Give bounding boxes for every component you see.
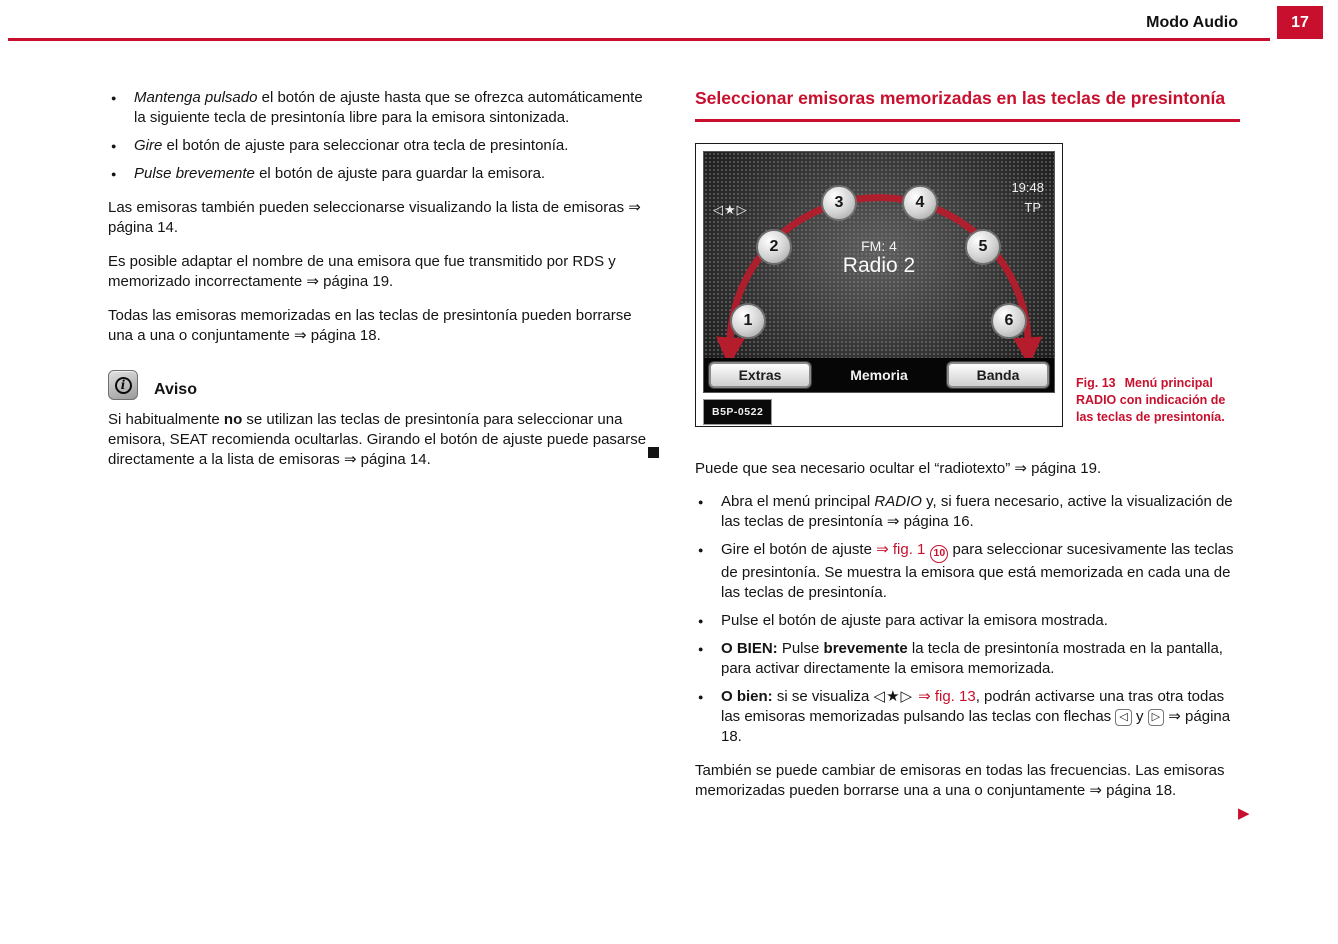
clock-display: 19:48 [1011,180,1044,195]
bullet-lead: Gire [134,137,163,154]
band-label: FM: 4 [861,238,897,254]
bullet-text-bold: O BIEN: [721,640,778,657]
preset-scroll-arrows: ◁★▷ [713,202,748,217]
list-item [108,88,656,128]
notice-text: Si habitualmente [108,411,224,428]
preset-button-6: 6 [991,303,1027,339]
bullet-text: y [1131,708,1148,725]
preset-button-5: 5 [965,229,1001,265]
bullet-lead: Mantenga pulsado [134,89,258,106]
figure-reference-link[interactable]: ⇒ fig. 13 [918,688,976,705]
softkey-bar [704,358,1054,392]
bullet-text: para seleccionar sucesivamente las teclas de presintonía. Se muestra la emisora que está memorizada en cada una de las teclas de presintonía. [721,541,1234,601]
memoria-button: Memoria [850,367,908,383]
preset-button-4: 4 [902,185,938,221]
notice-box [108,370,656,470]
notice-body [108,410,656,470]
paragraph: También se puede cambiar de emisoras en todas las frecuencias. Las emisoras memorizadas pueden borrarse una a una o conjuntamente ⇒ página 18. [695,762,1225,799]
list-item [695,611,1240,631]
traffic-program-indicator: TP [1024,200,1041,215]
bullet-text-bold: O bien: [721,688,773,705]
figure-code: B5P-0522 [703,399,772,425]
paragraph: Puede que sea necesario ocultar el “radiotexto” ⇒ página 19. [695,460,1102,477]
left-arrow-key-icon: ◁ [1115,709,1131,726]
bullet-text: y, si fuera necesario, active la visualización de las teclas de presintonía ⇒ página 16. [721,493,1233,530]
bullet-text: el botón de ajuste para seleccionar otra tecla de presintonía. [162,137,569,154]
list-item [695,639,1240,679]
right-column [695,86,1240,814]
header-section-title: Modo Audio [1146,14,1238,31]
bullet-text: el botón de ajuste para guardar la emisora. [254,165,546,182]
bullet-text-bold: brevemente [823,640,908,657]
bullet-dot-icon: ● [698,545,704,555]
header-rule [8,38,1270,41]
bullet-dot-icon: ● [111,169,117,179]
list-item [108,136,656,156]
station-name: Radio 2 [842,254,916,277]
bullet-dot-icon: ● [698,497,704,507]
page-number-badge: 17 [1277,6,1323,39]
extras-button: Extras [709,362,811,388]
section-heading: Seleccionar emisoras memorizadas en las teclas de presintonía [695,88,1226,108]
bullet-dot-icon: ● [698,644,704,654]
bullet-dot-icon: ● [698,692,704,702]
preset-button-3: 3 [821,185,857,221]
paragraph: Las emisoras también pueden seleccionarse visualizando la lista de emisoras ⇒ página 14. [108,199,641,236]
banda-button: Banda [947,362,1049,388]
bullet-text: Pulse [777,640,824,657]
page-continuation-icon: ▶ [1238,805,1250,822]
bullet-text: ⇒ página 18. [721,708,1231,745]
bullet-dot-icon: ● [111,141,117,151]
info-icon [108,370,138,400]
list-item [695,492,1240,532]
notice-text: se utilizan las teclas de presintonía para seleccionar una emisora, SEAT recomienda ocultarlas. Girando el botón de ajuste puede pasarse directamente a la lista de emisoras ⇒ página 14. [108,411,647,468]
preset-button-2: 2 [756,229,792,265]
bullet-text: el botón de ajuste hasta que se ofrezca automáticamente la siguiente tecla de presintonía libre para la emisora sintonizada. [134,89,643,126]
bullet-text: Pulse el botón de ajuste para activar la emisora mostrada. [721,612,1108,629]
figure-caption-label: Fig. 13 [1076,376,1116,390]
preset-scroll-arrows-symbol: ◁★▷ [873,688,914,705]
left-column [108,88,656,470]
bullet-lead: Pulse brevemente [134,165,255,182]
radio-screen [703,151,1055,393]
notice-text-bold: no [223,411,243,428]
notice-title: Aviso [154,381,197,398]
bullet-text: Gire el botón de ajuste [721,541,877,558]
bullet-text-italic: RADIO [874,493,922,510]
bullet-text: la tecla de presintonía mostrada en la pantalla, para activar directamente la emisora memorizada. [721,640,1223,677]
heading-rule [695,119,1240,122]
preset-button-1: 1 [730,303,766,339]
figure-13-radio-display [695,143,1063,427]
figure-caption-text: Menú principal RADIO con indicación de las teclas de presintonía. [1076,376,1226,424]
bullet-text: si se visualiza [772,688,874,705]
bullet-text: Abra el menú principal [721,493,875,510]
list-item [695,687,1240,747]
bullet-dot-icon: ● [698,616,704,626]
callout-10: 10 [930,545,948,563]
notice-header [108,370,656,400]
info-icon-glyph: i [115,377,132,394]
figure-code-row [703,399,1055,419]
bullet-text: , podrán activarse una tras otra todas las emisoras memorizadas pulsando las teclas con flechas [721,688,1225,725]
paragraph: Todas las emisoras memorizadas en las teclas de presintonía pueden borrarse una a una o conjuntamente ⇒ página 18. [108,307,632,344]
paragraph: Es posible adaptar el nombre de una emisora que fue transmitido por RDS y memorizado incorrectamente ⇒ página 19. [108,253,616,290]
figure-reference-link[interactable]: ⇒ fig. 1 [876,541,926,558]
bullet-dot-icon: ● [111,93,117,103]
list-item [108,164,656,184]
list-item [695,540,1240,603]
section-end-marker [648,447,659,458]
right-arrow-key-icon: ▷ [1148,709,1164,726]
figure-row [695,143,1240,443]
figure-caption [1076,375,1240,426]
